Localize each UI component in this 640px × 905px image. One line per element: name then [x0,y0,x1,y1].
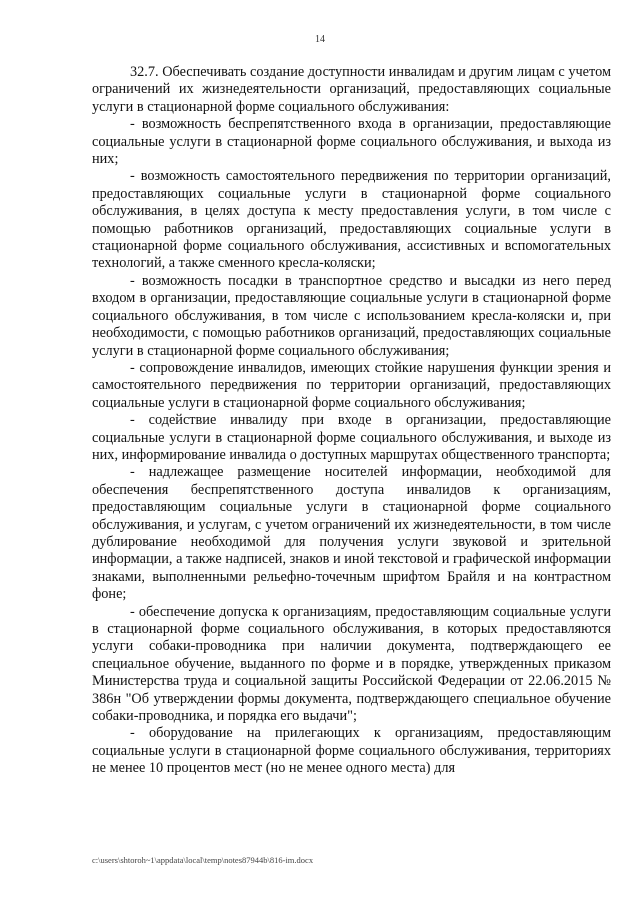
paragraph-entry-assistance: - содействие инвалиду при входе в организации, предоставляющие социальные услуги в стационарной форме социального обслуживания, и выходе из них, информирование инвалида о доступных маршрутах общественного транспорта; [92,412,611,463]
paragraph-independent-movement: - возможность самостоятельного передвижения по территории организаций, предоставляющих социальные услуги в стационарной форме социального обслуживания, в целях доступа к месту предоставления услуги, в том числе с помощью работников организаций, предоставляющих социальные услуги в стационарной форме социального обслуживания, ассистивных и вспомогательных технологий, а также сменного кресла-коляски; [92,168,611,272]
paragraph-information-placement: - надлежащее размещение носителей информации, необходимой для обеспечения беспрепятственного доступа инвалидов к организациям, предоставляющим социальные услуги в стационарной форме социального обслуживания, и услугам, с учетом ограничений их жизнедеятельности, в том числе дублирование необходимой для получения услуги звуковой и зрительной информации, а также надписей, знаков и иной текстовой и графической информации знаками, выполненными рельефно-точечным шрифтом Брайля и на контрастном фоне; [92,464,611,603]
paragraph-entrance-access: - возможность беспрепятственного входа в организации, предоставляющие социальные услуги в стационарной форме социального обслуживания, и выхода из них; [92,116,611,168]
paragraph-parking: - оборудование на прилегающих к организациям, предоставляющим социальные услуги в стационарной форме социального обслуживания, территориях не менее 10 процентов мест (но не менее одного места) для [92,725,611,777]
paragraph-escort: - сопровождение инвалидов, имеющих стойкие нарушения функции зрения и самостоятельного передвижения по территории организаций, предоставляющих социальные услуги в стационарной форме социального обслуживания; [92,359,611,411]
paragraph-guide-dog: - обеспечение допуска к организациям, предоставляющим социальные услуги в стационарной форме социального обслуживания, в которых предоставляются услуги собаки-проводника при наличии документа, подтверждающего ее специальное обучение, выданного по форме и в порядке, утвержденных приказом Министерства труда и социальной защиты Российской Федерации от 22.06.2015 № 386н "Об утверждении формы документа, подтверждающего специальное обучение собаки-проводника, и порядка его выдачи"; [92,603,611,725]
paragraph-intro: 32.7. Обеспечивать создание доступности инвалидам и другим лицам с учетом ограничений их жизнедеятельности организаций, предоставляющих социальные услуги в стационарной форме социального обслуживания: [92,64,611,115]
paragraph-vehicle-boarding: - возможность посадки в транспортное средство и высадки из него перед входом в организации, предоставляющие социальные услуги в стационарной форме социального обслуживания, в том числе с использованием кресла-коляски и, при необходимости, с помощью работников организаций, предоставляющих социальные услуги в стационарной форме социального обслуживания; [92,272,611,359]
page-number: 14 [315,34,325,45]
footer-file-path: c:\users\shtoroh~1\appdata\local\temp\notes87944b\816-im.docx [92,855,314,865]
document-body [92,64,611,778]
